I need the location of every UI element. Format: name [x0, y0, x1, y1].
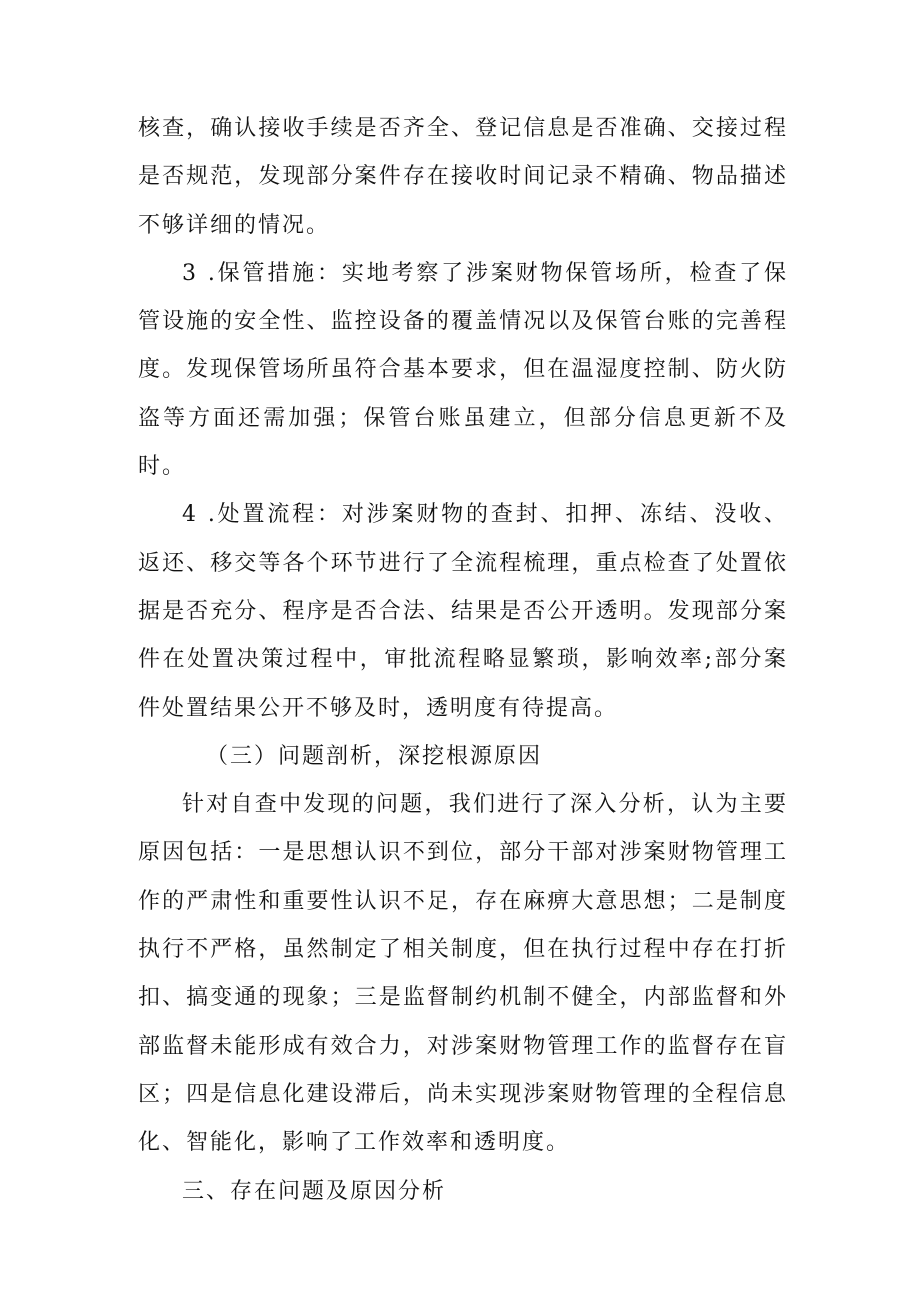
paragraph-storage-measures: 3 .保管措施：实地考察了涉案财物保管场所，检查了保管设施的安全性、监控设备的覆盖情况以及保管台账的完善程度。发现保管场所虽符合基本要求，但在温湿度控制、防火防盗等方面还需加强；保管台账虽建立，但部分信息更新不及时。 [138, 260, 788, 480]
subheading-problem-analysis: （三）问题剖析，深挖根源原因 [206, 743, 543, 769]
section-heading: 三、存在问题及原因分析 [182, 1178, 447, 1204]
paragraph-root-causes: 针对自查中发现的问题，我们进行了深入分析，认为主要原因包括：一是思想认识不到位，部分干部对涉案财物管理工作的严肃性和重要性认识不足，存在麻痹大意思想；二是制度执行不严格，虽然制定了相关制度，但在执行过程中存在打折扣、搞变通的现象；三是监督制约机制不健全，内部监督和外部监督未能形成有效合力，对涉案财物管理工作的监督存在盲区；四是信息化建设滞后，尚未实现涉案财物管理的全程信息化、智能化，影响了工作效率和透明度。 [138, 792, 788, 1156]
paragraph-continuation: 核查，确认接收手续是否齐全、登记信息是否准确、交接过程是否规范，发现部分案件存在接收时间记录不精确、物品描述不够详细的情况。 [138, 116, 788, 238]
paragraph-disposal-process: 4 .处置流程：对涉案财物的查封、扣押、冻结、没收、返还、移交等各个环节进行了全流程梳理，重点检查了处置依据是否充分、程序是否合法、结果是否公开透明。发现部分案件在处置决策过程中，审批流程略显繁琐，影响效率;部分案件处置结果公开不够及时，透明度有待提高。 [138, 502, 788, 721]
document-body [138, 105, 788, 1216]
